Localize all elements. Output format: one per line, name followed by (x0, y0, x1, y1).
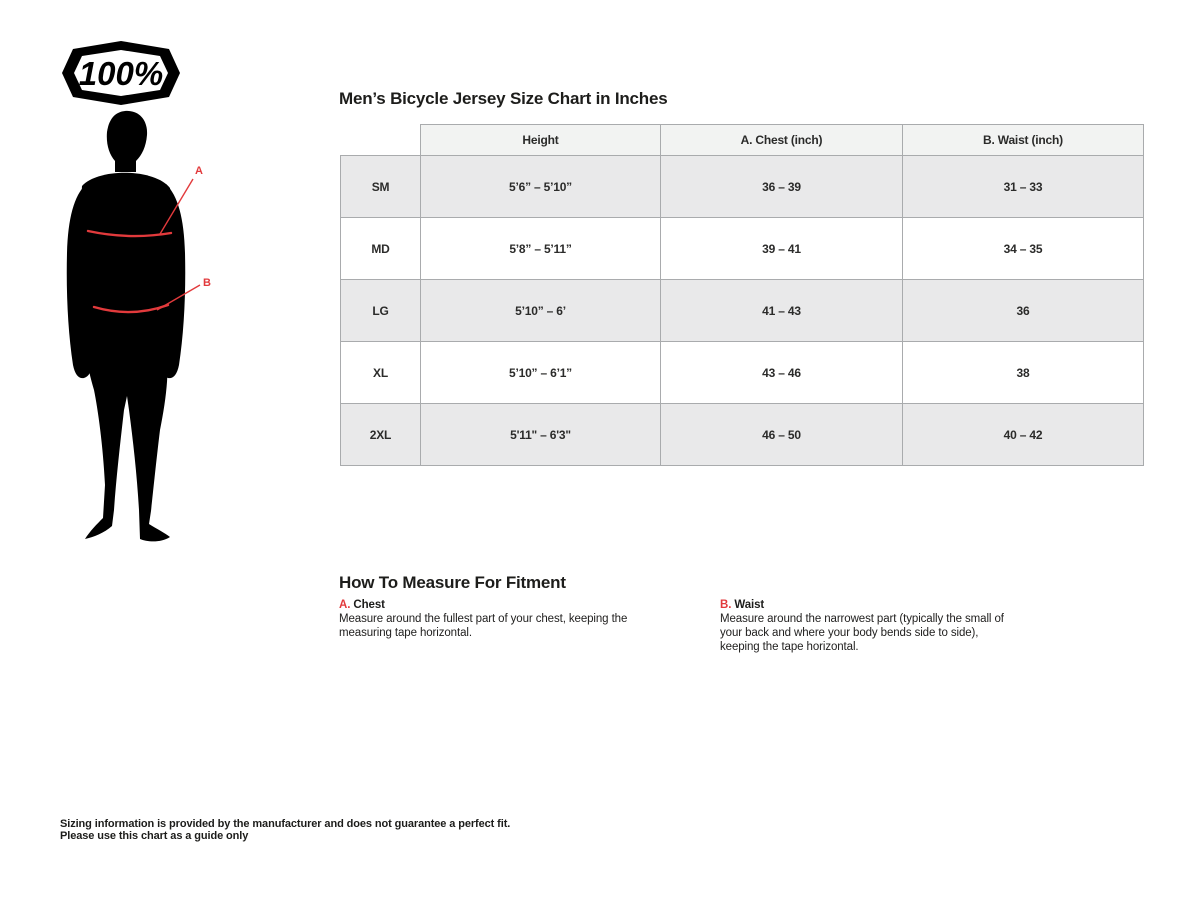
chest-cell: 36 – 39 (661, 156, 903, 218)
measure-waist-name: Waist (734, 599, 765, 611)
height-cell: 5’10” – 6’ (421, 280, 661, 342)
brand-logo-text: 100% (78, 55, 164, 92)
disclaimer-line-2: Please use this chart as a guide only (60, 830, 249, 842)
size-cell: XL (341, 342, 421, 404)
man-silhouette-icon (67, 111, 186, 541)
measure-instruction-waist (720, 599, 1018, 654)
chest-cell: 43 – 46 (661, 342, 903, 404)
marker-a-label: A (195, 165, 203, 177)
measure-chest-label (339, 599, 631, 611)
disclaimer-line-1: Sizing information is provided by the manufacturer and does not guarantee a perfect fit. (60, 818, 511, 830)
measure-chest-text: Measure around the fullest part of your chest, keeping the measuring tape horizontal. (339, 613, 628, 639)
table-row-xl (341, 342, 1144, 404)
height-cell: 5’6” – 5’10” (421, 156, 661, 218)
height-cell: 5'11" – 6'3" (421, 404, 661, 466)
column-header-chest: A. Chest (inch) (661, 125, 903, 156)
chest-cell: 39 – 41 (661, 218, 903, 280)
column-header-height: Height (421, 125, 661, 156)
table-row-2xl (341, 404, 1144, 466)
size-chart-table (340, 124, 1144, 466)
measure-instruction-chest (339, 599, 631, 640)
measure-waist-key: B. (720, 599, 732, 611)
waist-cell: 40 – 42 (903, 404, 1144, 466)
size-cell: 2XL (341, 404, 421, 466)
corner-cell (341, 125, 421, 156)
page-title: Men’s Bicycle Jersey Size Chart in Inches (339, 89, 668, 108)
measure-waist-label (720, 599, 1018, 611)
height-cell: 5’10” – 6’1” (421, 342, 661, 404)
disclaimer (60, 818, 510, 842)
measure-chest-name: Chest (353, 599, 385, 611)
chest-cell: 41 – 43 (661, 280, 903, 342)
measure-waist-text: Measure around the narrowest part (typically the small of your back and where your body bends side to side), keeping the tape horizontal. (720, 613, 1004, 653)
measure-section-heading: How To Measure For Fitment (339, 573, 566, 592)
table-header-row (341, 125, 1144, 156)
waist-cell: 31 – 33 (903, 156, 1144, 218)
size-cell: MD (341, 218, 421, 280)
body-measurement-figure (58, 108, 218, 548)
height-cell: 5’8” – 5’11” (421, 218, 661, 280)
table-row-md (341, 218, 1144, 280)
waist-cell: 36 (903, 280, 1144, 342)
waist-cell: 34 – 35 (903, 218, 1144, 280)
size-cell: SM (341, 156, 421, 218)
marker-b-label: B (203, 277, 211, 289)
waist-cell: 38 (903, 342, 1144, 404)
table-row-lg (341, 280, 1144, 342)
brand-logo-icon (60, 37, 182, 109)
column-header-waist: B. Waist (inch) (903, 125, 1144, 156)
measure-chest-key: A. (339, 599, 351, 611)
chest-cell: 46 – 50 (661, 404, 903, 466)
size-cell: LG (341, 280, 421, 342)
table-row-sm (341, 156, 1144, 218)
